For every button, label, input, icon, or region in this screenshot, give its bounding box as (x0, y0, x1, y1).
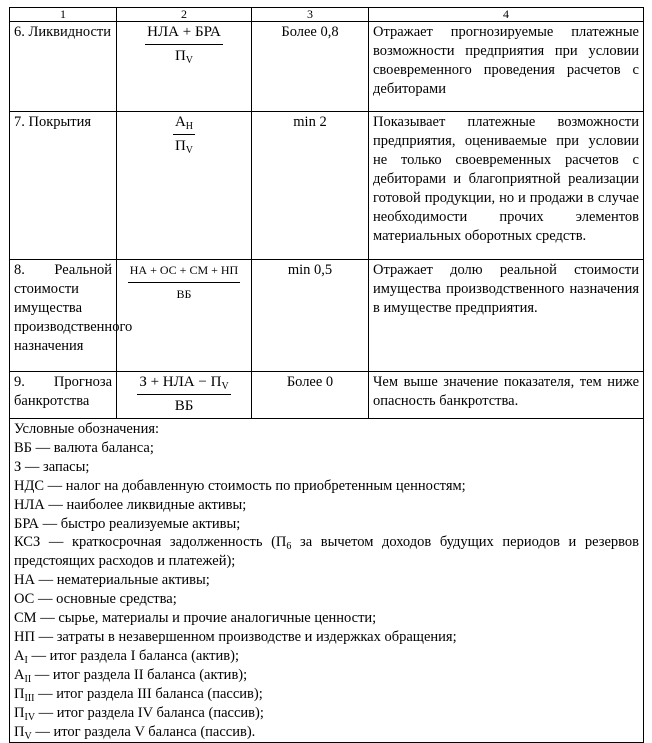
formula-subscript: V (185, 55, 194, 66)
legend-item (14, 533, 639, 571)
legend-item: НП — затраты в незавершенном производстве и издержках обращения; (14, 628, 457, 645)
legend-item (14, 647, 639, 666)
formula-numerator: НЛА + БРА (145, 23, 223, 45)
formula-symbol: А (174, 114, 186, 130)
legend-item: ВБ — валюта баланса; (14, 439, 154, 456)
formula-numerator (173, 113, 195, 135)
legend-symbol: П (14, 685, 25, 702)
formula-denominator (173, 45, 195, 66)
formula-fraction (145, 23, 223, 66)
indicator-formula (117, 260, 252, 372)
indicator-name: 7. Покрытия (10, 112, 117, 260)
legend-subscript: III (24, 692, 35, 704)
indicator-description: Чем выше значение показателя, тем ниже опасность банкротства. (369, 372, 644, 419)
liquidity-indicators-table (9, 7, 644, 743)
legend-item: НДС — налог на добавленную стоимость по приобретенным ценностям; (14, 477, 466, 494)
indicator-description: Показывает платежные возможности предприятия, оцениваемые при условии не только своевременных расчетов с дебиторами и благоприятной реализации готовой продукции, но и продажи в случае необходимости прочих элементов материальных оборотных средств. (369, 112, 644, 260)
legend-text: — итог раздела IV баланса (пассив); (35, 704, 264, 721)
indicator-name: 9. Прогноза банкротства (10, 372, 117, 419)
legend-item: З — запасы; (14, 458, 90, 475)
indicator-norm: min 2 (252, 112, 369, 260)
legend-symbol: А (14, 666, 25, 683)
legend-subscript: V (24, 730, 32, 742)
table-header-row (10, 8, 644, 22)
legend-subscript: IV (24, 711, 36, 723)
indicator-norm: Более 0,8 (252, 22, 369, 112)
legend-item: СМ — сырье, материалы и прочие аналогичные ценности; (14, 610, 377, 627)
column-header: 2 (117, 8, 252, 22)
legend-text: — итог раздела II баланса (актив); (31, 666, 248, 683)
indicator-norm: Более 0 (252, 372, 369, 419)
indicator-formula (117, 22, 252, 112)
legend-subscript: II (24, 673, 32, 685)
table-row (10, 22, 644, 112)
legend-subscript: I (24, 654, 28, 666)
indicator-description: Отражает прогнозируемые платежные возможности предприятия при условии своевременного проведения расчетов с дебиторами (369, 22, 644, 112)
indicator-formula (117, 112, 252, 260)
legend-symbol: П (14, 704, 25, 721)
legend-ksz-rest: за вычетом доходов будущих периодов и резервов предстоящих расходов и платежей); (14, 534, 639, 570)
indicator-description: Отражает долю реальной стоимости имущества производственного назначения в имуществе предприятия. (369, 260, 644, 372)
legend-symbol: П (14, 723, 25, 740)
column-header: 4 (369, 8, 644, 22)
legend-row (10, 419, 644, 743)
formula-subscript: V (185, 145, 194, 156)
legend-item: БРА — быстро реализуемые активы; (14, 515, 241, 532)
legend-item: НА — нематериальные активы; (14, 572, 210, 589)
legend-text: — итог раздела III баланса (пассив); (34, 685, 263, 702)
formula-subscript: V (221, 381, 229, 392)
legend-item (14, 685, 639, 704)
legend-text: — итог раздела I баланса (актив); (27, 647, 239, 664)
formula-denominator (173, 135, 195, 156)
column-header: 1 (10, 8, 117, 22)
legend-item (14, 666, 639, 685)
formula-subscript: Н (185, 121, 194, 132)
legend (10, 419, 644, 743)
legend-ksz-text: КСЗ — краткосрочная задолженность (П (14, 534, 287, 551)
formula-symbol: З + НЛА − П (139, 374, 222, 390)
indicator-formula (117, 372, 252, 419)
formula-numerator: НА + ОС + СМ + НП (128, 261, 240, 283)
indicator-norm: min 0,5 (252, 260, 369, 372)
table-row (10, 260, 644, 372)
formula-numerator (137, 373, 230, 395)
formula-fraction (173, 113, 195, 156)
legend-item: ОС — основные средства; (14, 591, 177, 608)
table-row (10, 112, 644, 260)
formula-fraction (128, 261, 240, 304)
formula-denominator: ВБ (174, 398, 194, 414)
column-header: 3 (252, 8, 369, 22)
legend-symbol: А (14, 647, 25, 664)
indicator-name: 8. Реальной стоимости имущества производственного назначения (10, 260, 117, 372)
legend-subscript: 6 (286, 541, 292, 553)
legend-text: — итог раздела V баланса (пассив). (31, 723, 256, 740)
indicator-name: 6. Ликвидности (10, 22, 117, 112)
legend-item: НЛА — наиболее ликвидные активы; (14, 496, 247, 513)
formula-symbol: П (174, 48, 186, 64)
formula-symbol: П (174, 138, 186, 154)
legend-title: Условные обозначения: (14, 421, 160, 437)
table-row (10, 372, 644, 419)
legend-item (14, 704, 639, 723)
legend-item (14, 723, 639, 742)
formula-denominator: ВБ (176, 287, 192, 301)
formula-fraction (137, 373, 230, 416)
